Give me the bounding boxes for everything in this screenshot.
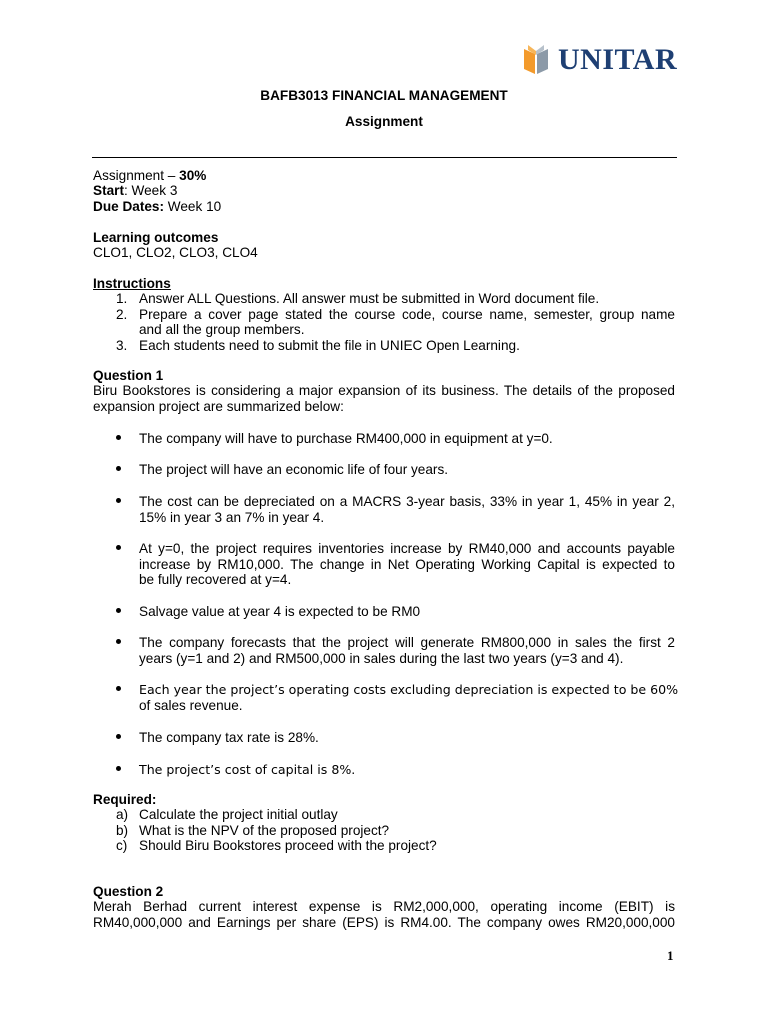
due-label: Due Dates:: [93, 199, 165, 214]
required-letter: a): [116, 807, 129, 822]
question-1-point: increase by RM10,000. The change in Net Operating Working Capital is expected to: [139, 557, 675, 572]
required-letter: b): [116, 823, 129, 838]
learning-outcomes-heading: Learning outcomes: [93, 230, 219, 245]
instruction-text: and all the group members.: [139, 322, 305, 337]
question-2-text: RM40,000,000 and Earnings per share (EPS) is RM4.00. The company owes RM20,000,000: [93, 915, 675, 930]
assignment-weight: [93, 168, 206, 184]
start-week: [93, 183, 177, 199]
question-1-intro: Biru Bookstores is considering a major expansion of its business. The details of the proposed: [93, 383, 675, 398]
question-1-point: of sales revenue.: [139, 698, 243, 713]
assignment-value: 30%: [179, 168, 207, 183]
start-label: Start: [93, 183, 124, 198]
due-value: Week 10: [164, 199, 222, 214]
due-dates: [93, 199, 221, 215]
instruction-text: Answer ALL Questions. All answer must be submitted in Word document file.: [139, 291, 600, 306]
logo-text: UNITAR: [558, 43, 678, 76]
required-item: Calculate the project initial outlay: [139, 807, 338, 822]
bullet-icon: [116, 730, 124, 738]
instruction-text: Prepare a cover page stated the course code, course name, semester, group name: [139, 307, 675, 322]
question-1-point: The company tax rate is 28%.: [139, 730, 319, 745]
bullet-icon: [116, 762, 124, 770]
bullet-icon: [116, 682, 124, 690]
instruction-number: 1.: [116, 291, 128, 306]
question-2-heading: Question 2: [93, 884, 164, 899]
bullet-icon: [116, 494, 124, 502]
question-1-point: The cost can be depreciated on a MACRS 3-year basis, 33% in year 1, 45% in year 2,: [139, 494, 675, 509]
start-value: : Week 3: [123, 183, 178, 198]
question-1-point: At y=0, the project requires inventories increase by RM40,000 and accounts payable: [139, 541, 675, 556]
bullet-icon: [116, 431, 124, 439]
bullet-icon: [116, 541, 124, 549]
instruction-text: Each students need to submit the file in UNIEC Open Learning.: [139, 338, 520, 353]
book-logo-icon: [522, 43, 552, 77]
question-1-point: The project will have an economic life of four years.: [139, 462, 449, 477]
required-item: Should Biru Bookstores proceed with the project?: [139, 838, 437, 853]
question-1-point: Each year the project’s operating costs excluding depreciation is expected to be 60%: [139, 682, 679, 697]
bullet-icon: [116, 604, 124, 612]
question-1-point: The company will have to purchase RM400,000 in equipment at y=0.: [139, 431, 553, 446]
header-divider: [92, 157, 677, 158]
question-2-text: Merah Berhad current interest expense is RM2,000,000, operating income (EBIT) is: [93, 899, 675, 914]
question-1-heading: Question 1: [93, 368, 164, 383]
bullet-icon: [116, 462, 124, 470]
unitar-logo: [522, 40, 677, 80]
instruction-number: 2.: [116, 307, 128, 322]
question-1-intro: expansion project are summarized below:: [93, 399, 344, 414]
question-1-point: The company forecasts that the project will generate RM800,000 in sales the first 2: [139, 635, 675, 650]
assignment-label: Assignment –: [93, 168, 180, 183]
learning-outcomes-list: CLO1, CLO2, CLO3, CLO4: [93, 245, 258, 260]
course-title: BAFB3013 FINANCIAL MANAGEMENT: [260, 88, 508, 103]
question-1-point: be fully recovered at y=4.: [139, 572, 292, 587]
required-letter: c): [116, 838, 128, 853]
page-number: 1: [667, 948, 674, 963]
question-1-point: The project’s cost of capital is 8%.: [139, 762, 356, 777]
instruction-number: 3.: [116, 338, 128, 353]
question-1-point: years (y=1 and 2) and RM500,000 in sales during the last two years (y=3 and 4).: [139, 651, 624, 666]
document-type: Assignment: [345, 114, 423, 129]
instructions-heading: Instructions: [93, 276, 171, 291]
required-heading: Required:: [93, 792, 157, 807]
bullet-icon: [116, 635, 124, 643]
question-1-point: 15% in year 3 an 7% in year 4.: [139, 510, 325, 525]
required-item: What is the NPV of the proposed project?: [139, 823, 390, 838]
question-1-point: Salvage value at year 4 is expected to be RM0: [139, 604, 421, 619]
